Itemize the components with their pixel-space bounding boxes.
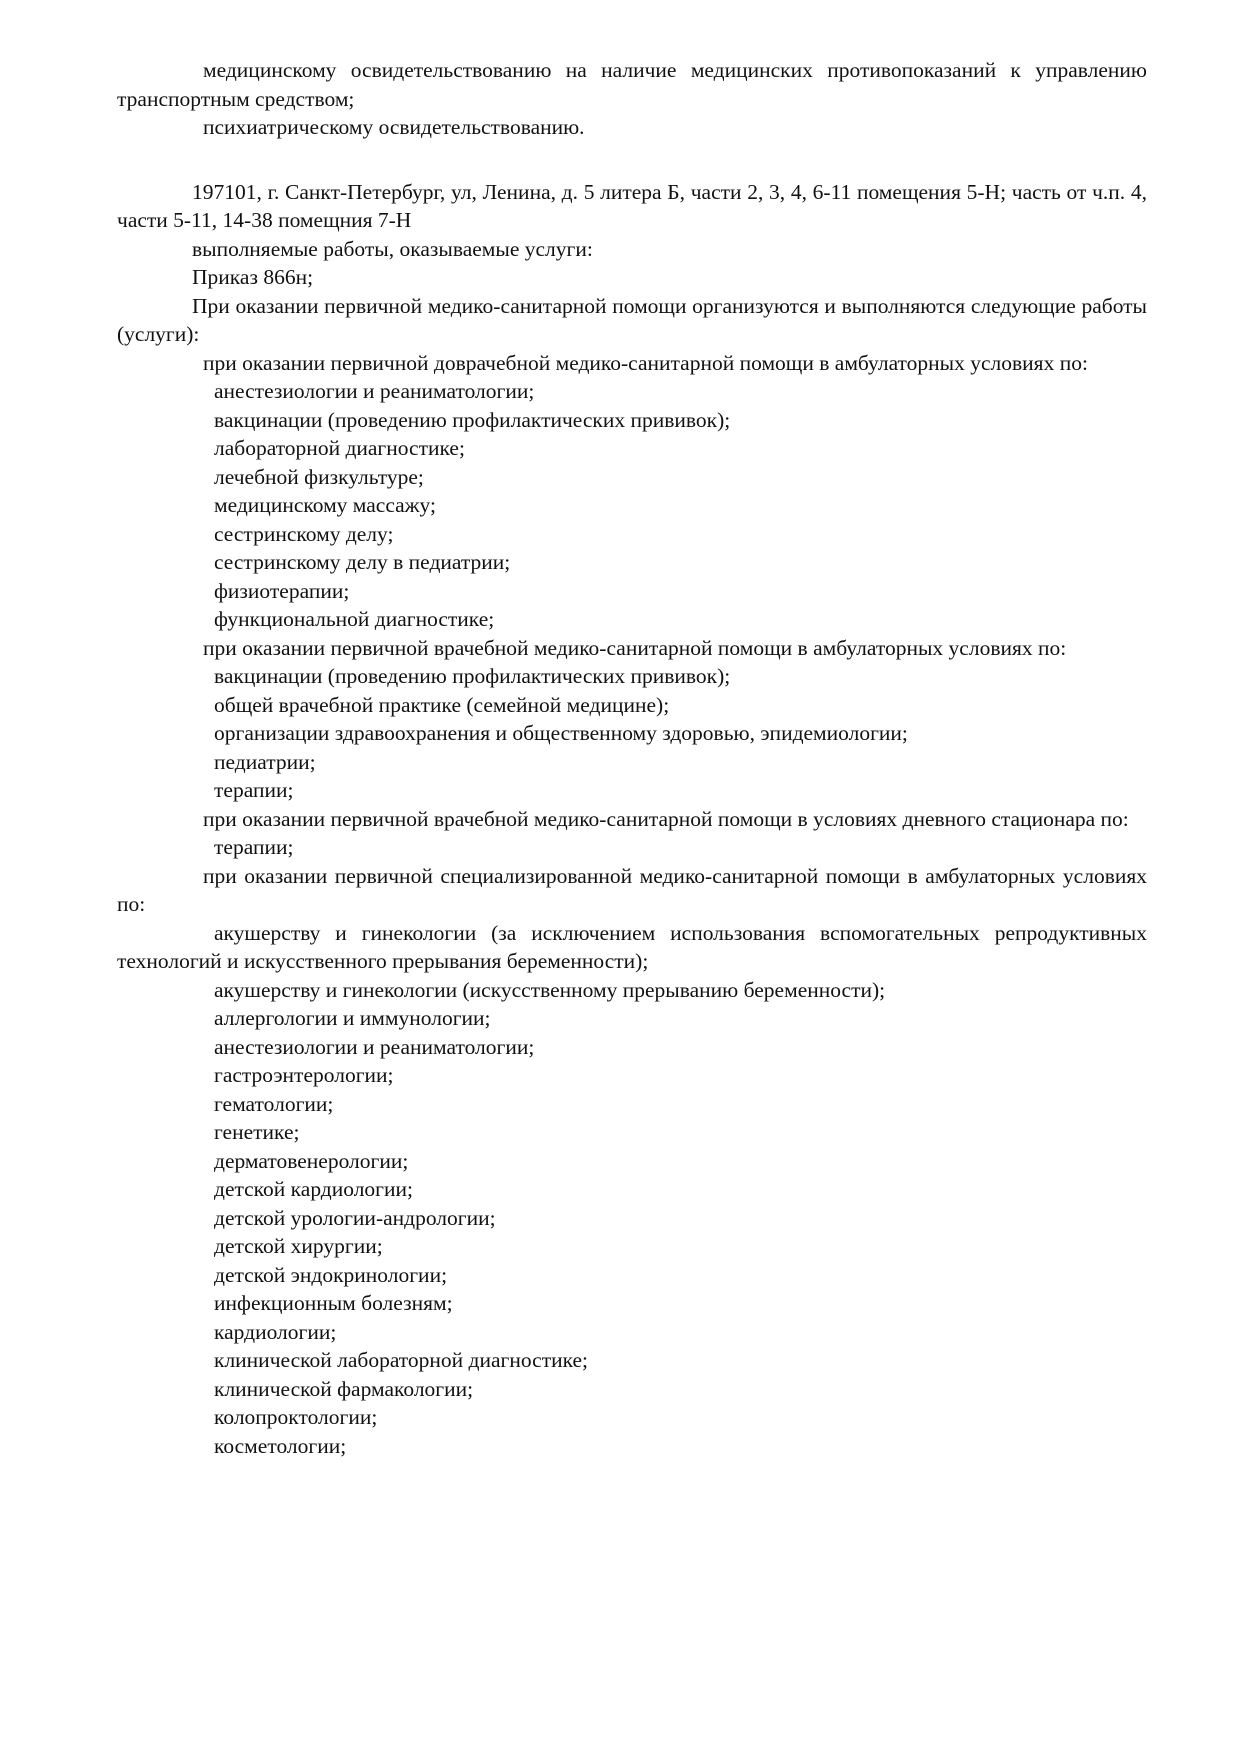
pmsp-intro: При оказании первичной медико-санитарной помощи организуются и выполняются следующие работы (услуги):: [117, 293, 1147, 346]
list-item: лабораторной диагностике;: [214, 436, 465, 460]
list-item: терапии;: [214, 835, 294, 859]
list-item: косметологии;: [214, 1433, 347, 1458]
list-item: гематологии;: [214, 1091, 334, 1116]
section-items-list: [117, 833, 1147, 862]
list-item: организации здравоохранения и общественному здоровью, эпидемиологии;: [214, 721, 908, 745]
intro-paragraph-2: психиатрическому освидетельствованию.: [203, 115, 585, 139]
list-item: акушерству и гинекологии (искусственному прерыванию беременности);: [214, 977, 886, 1002]
list-item: детской хирургии;: [214, 1234, 383, 1258]
section-heading: при оказании первичной специализированной медико-санитарной помощи в амбулаторных условиях по:: [117, 863, 1147, 916]
section-heading: при оказании первичной врачебной медико-санитарной помощи в амбулаторных условиях по:: [203, 635, 1067, 660]
list-item: колопроктологии;: [214, 1405, 378, 1429]
list-item: сестринскому делу в педиатрии;: [214, 550, 511, 574]
list-item: генетике;: [214, 1120, 300, 1144]
list-item: сестринскому делу;: [214, 521, 394, 546]
list-item: вакцинации (проведению профилактических прививок);: [214, 407, 731, 432]
list-item: дерматовенерологии;: [214, 1148, 409, 1173]
list-item: медицинскому массажу;: [214, 493, 436, 517]
document-page: [117, 56, 1147, 1460]
list-item: кардиологии;: [214, 1319, 337, 1344]
list-item: гастроэнтерологии;: [214, 1063, 394, 1087]
list-item: общей врачебной практике (семейной медицине);: [214, 692, 670, 717]
list-item: лечебной физкультуре;: [214, 464, 424, 489]
section-heading: при оказании первичной врачебной медико-санитарной помощи в условиях дневного стационара по:: [203, 806, 1129, 831]
section-items-list: [117, 662, 1147, 805]
section-heading: при оказании первичной доврачебной медико-санитарной помощи в амбулаторных условиях по:: [203, 350, 1088, 375]
list-item: функциональной диагностике;: [214, 607, 495, 631]
list-item: инфекционным болезням;: [214, 1291, 453, 1315]
list-item: аллергологии и иммунологии;: [214, 1006, 491, 1030]
list-item: вакцинации (проведению профилактических прививок);: [214, 664, 731, 688]
list-item: анестезиологии и реаниматологии;: [214, 379, 535, 403]
list-item: детской эндокринологии;: [214, 1262, 448, 1287]
list-item: терапии;: [214, 778, 294, 802]
list-item: клинической фармакологии;: [214, 1376, 474, 1401]
list-item: педиатрии;: [214, 749, 316, 774]
order-reference: Приказ 866н;: [192, 265, 314, 289]
section-items-list: [117, 377, 1147, 634]
list-item: детской урологии-андрологии;: [214, 1205, 496, 1230]
list-item: физиотерапии;: [214, 578, 350, 603]
list-item: анестезиологии и реаниматологии;: [214, 1034, 535, 1059]
paragraph-gap: [117, 142, 1147, 178]
list-item: клинической лабораторной диагностике;: [214, 1348, 589, 1372]
works-label: выполняемые работы, оказываемые услуги:: [192, 236, 593, 261]
list-item-wrapped: акушерству и гинекологии (за исключением использования вспомогательных репродуктивных технологий и искусственного прерывания беременности);: [117, 920, 1147, 973]
intro-paragraph-1: медицинскому освидетельствованию на наличие медицинских противопоказаний к управлению транспортным средством;: [117, 58, 1147, 111]
address-paragraph: 197101, г. Санкт-Петербург, ул, Ленина, д. 5 литера Б, части 2, 3, 4, 6-11 помещения 5-Н; часть от ч.п. 4, части 5-11, 14-38 помещния 7-Н: [117, 179, 1147, 232]
section-items-list: [117, 976, 1147, 1461]
list-item: детской кардиологии;: [214, 1177, 413, 1201]
